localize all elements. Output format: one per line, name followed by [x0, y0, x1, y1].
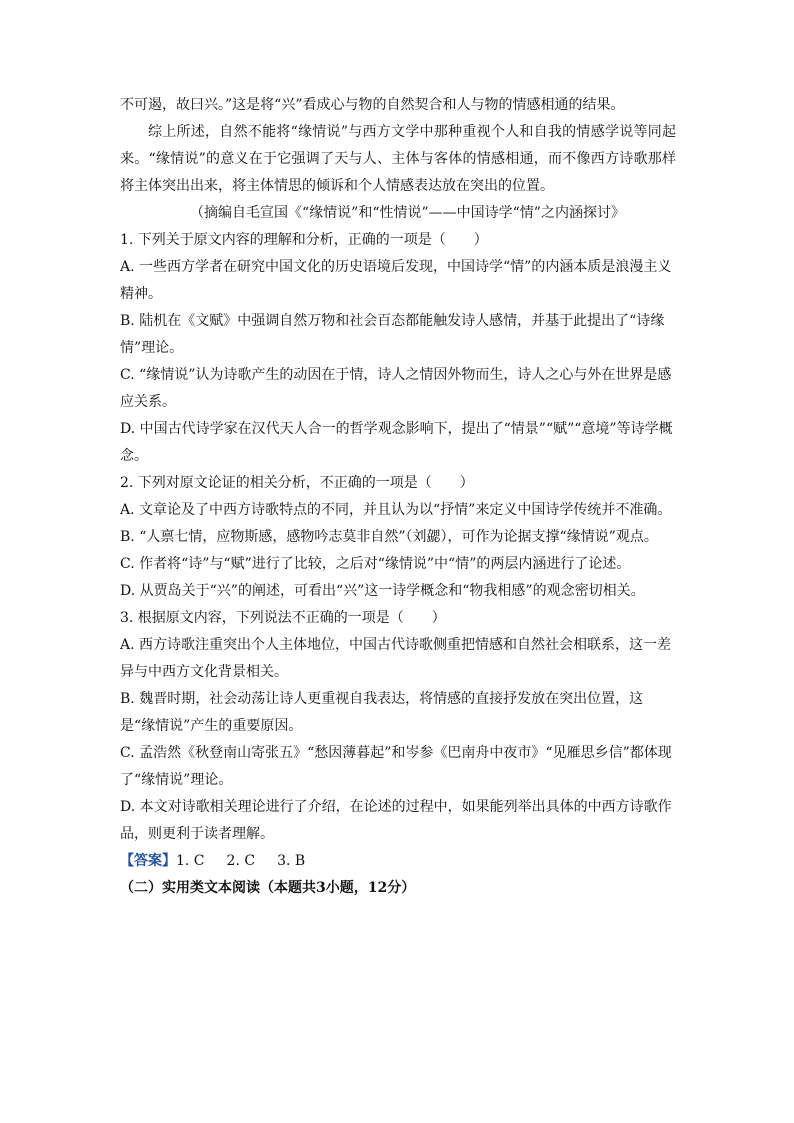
document-content — [120, 92, 676, 902]
question-2 — [120, 470, 676, 605]
option-b: B. 魏晋时期，社会动荡让诗人更重视自我表达，将情感的直接抒发放在突出位置，这是“缘情说”产生的重要原因。 — [120, 691, 644, 734]
question-1 — [120, 227, 676, 470]
section-title: （二）实用类文本阅读（本题共3小题，12分） — [120, 880, 416, 896]
option-b: B. “人禀七情，应物斯感，感物吟志莫非自然”（刘勰），可作为论据支撑“缘情说”观点。 — [120, 529, 658, 545]
question-3 — [120, 605, 676, 848]
answer-items — [176, 853, 327, 869]
question-stem: 3. 根据原文内容，下列说法不正确的一项是（ ） — [120, 610, 446, 626]
option-b: B. 陆机在《文赋》中强调自然万物和社会百态都能触发诗人感情，并基于此提出了“诗缘情”理论。 — [120, 313, 665, 356]
option-d: D. 本文对诗歌相关理论进行了介绍，在论述的过程中，如果能列举出具体的中西方诗歌作品，则更利于读者理解。 — [120, 799, 672, 842]
answer-tag: 【答案】 — [120, 853, 176, 869]
option-a: A. 西方诗歌注重突出个人主体地位，中国古代诗歌侧重把情感和自然社会相联系，这一差异与中西方文化背景相关。 — [120, 637, 672, 680]
passage-paragraph: 综上所述，自然不能将“缘情说”与西方文学中那种重视个人和自我的情感学说等同起来。“缘情说”的意义在于它强调了天与人、主体与客体的情感相通，而不像西方诗歌那样将主体突出出来，将主体情思的倾诉和个人情感表达放在突出的位置。 — [120, 124, 676, 194]
option-a: A. 文章论及了中西方诗歌特点的不同，并且认为以“抒情”来定义中国诗学传统并不准确。 — [120, 502, 672, 518]
option-a: A. 一些西方学者在研究中国文化的历史语境后发现，中国诗学“情”的内涵本质是浪漫主义精神。 — [120, 259, 672, 302]
answer-line — [120, 848, 676, 875]
option-c: C. 作者将“诗”与“赋”进行了比较，之后对“缘情说”中“情”的两层内涵进行了论述。 — [120, 556, 631, 572]
passage-line: 不可遏，故曰兴。”这是将“兴”看成心与物的自然契合和人与物的情感相通的结果。 — [120, 97, 625, 113]
passage-source: （摘编自毛宣国《“缘情说”和“性情说”——中国诗学“情”之内涵探讨》 — [190, 205, 625, 221]
answer-item: 3. B — [277, 853, 306, 869]
option-d: D. 中国古代诗学家在汉代天人合一的哲学观念影响下，提出了“情景”“赋”“意境”等诗学概念。 — [120, 421, 673, 464]
option-c: C. 孟浩然《秋登南山寄张五》“愁因薄暮起”和岑参《巴南舟中夜市》“见雁思乡信”都体现了“缘情说”理论。 — [120, 745, 672, 788]
answer-item: 2. C — [226, 853, 256, 869]
question-stem: 1. 下列关于原文内容的理解和分析，正确的一项是（ ） — [120, 232, 488, 248]
option-c: C. “缘情说”认为诗歌产生的动因在于情，诗人之情因外物而生，诗人之心与外在世界是感应关系。 — [120, 367, 672, 410]
option-d: D. 从贾岛关于“兴”的阐述，可看出“兴”这一诗学概念和“物我相感”的观念密切相关。 — [120, 583, 645, 599]
question-stem: 2. 下列对原文论证的相关分析，不正确的一项是（ ） — [120, 475, 474, 491]
answer-item: 1. C — [176, 853, 205, 869]
